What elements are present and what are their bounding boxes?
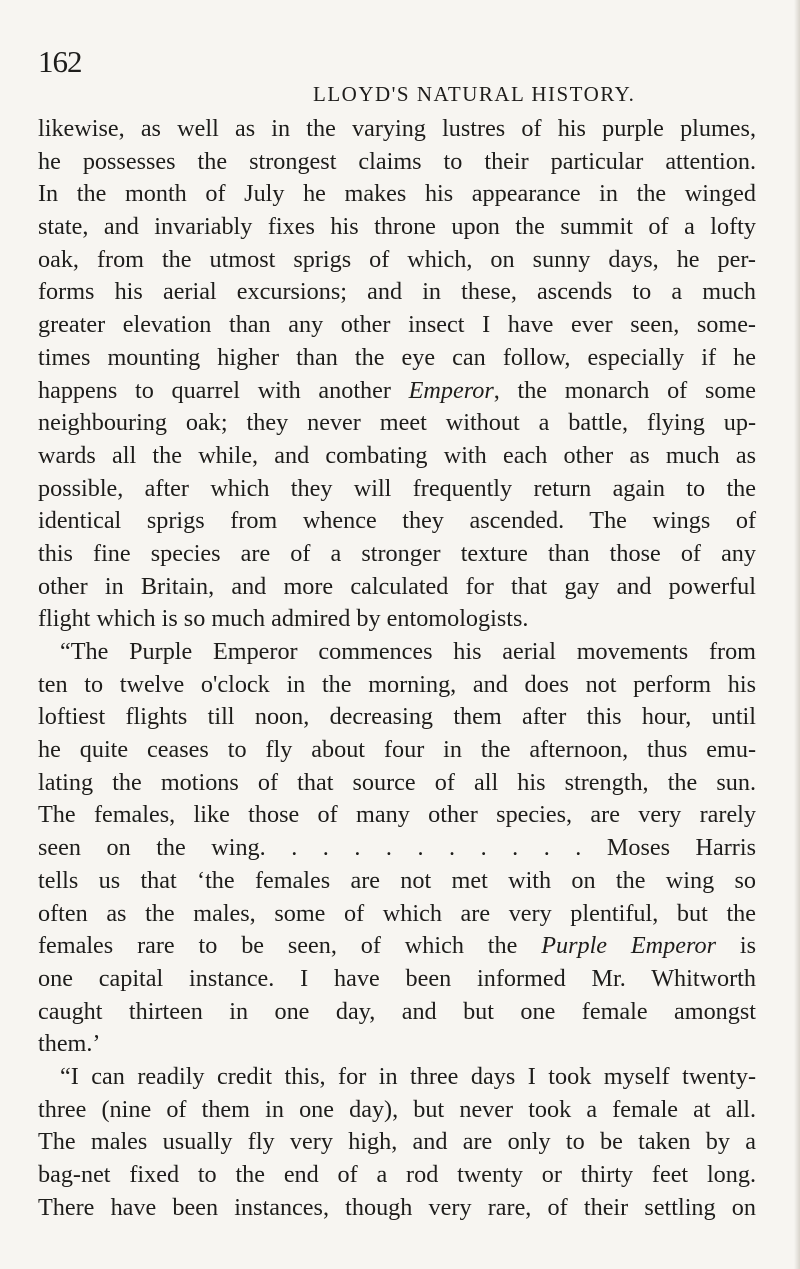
text-line [38, 767, 756, 800]
line-text: flight which is so much admired by entomologists. [38, 605, 529, 633]
line-text: other in Britain, and more calculated for that gay and powerful [38, 572, 756, 600]
line-text: caught thirteen in one day, and but one female amongst [38, 997, 756, 1025]
line-text: There have been instances, though very rare, of their settling on [38, 1193, 756, 1221]
line-text: possible, after which they will frequently return again to the [38, 474, 756, 502]
line-text: lating the motions of that source of all his strength, the sun. [38, 768, 756, 796]
text-line [38, 832, 756, 865]
line-text: them.’ [38, 1030, 101, 1058]
line-text: three (nine of them in one day), but never took a female at all. [38, 1095, 756, 1123]
line-text: greater elevation than any other insect I have ever seen, some- [38, 311, 756, 339]
text-line [38, 636, 756, 669]
page-number: 162 [38, 44, 82, 79]
line-text: bag-net fixed to the end of a rod twenty or thirty feet long. [38, 1161, 756, 1188]
text-line [38, 963, 756, 996]
text-line [38, 1192, 756, 1225]
line-text: tells us that ‘the females are not met with on the wing so [38, 866, 756, 894]
line-text: The males usually fly very high, and are only to be taken by a [38, 1128, 756, 1156]
line-text: neighbouring oak; they never meet without a battle, flying up- [38, 409, 756, 437]
line-text: ten to twelve o'clock in the morning, and does not perform his [38, 670, 756, 698]
line-text: is [716, 932, 756, 960]
body-text [38, 113, 756, 1224]
text-line [38, 701, 756, 734]
line-text: times mounting higher than the eye can follow, especially if he [38, 343, 756, 371]
line-text: one capital instance. I have been informed Mr. Whitworth [38, 964, 756, 992]
text-line [38, 505, 756, 538]
line-text: , the monarch of some [493, 376, 756, 404]
line-text: “I can readily credit this, for in three days I took myself twenty- [60, 1062, 756, 1090]
text-line [38, 276, 756, 309]
text-line [38, 930, 756, 963]
page-edge [794, 0, 800, 1269]
text-line [38, 342, 756, 375]
line-text: he possesses the strongest claims to their particular attention. [38, 147, 756, 175]
line-text: forms his aerial excursions; and in these, ascends to a much [38, 278, 756, 306]
line-text: he quite ceases to fly about four in the afternoon, thus emu- [38, 736, 756, 764]
text-line [38, 440, 756, 473]
text-line [38, 996, 756, 1029]
text-line [38, 734, 756, 767]
line-text: often as the males, some of which are very plentiful, but the [38, 899, 756, 927]
text-line [38, 146, 756, 179]
text-line [38, 473, 756, 506]
italic-text: Emperor [408, 376, 494, 404]
text-line [38, 1061, 756, 1094]
text-line [38, 571, 756, 604]
text-line [38, 375, 756, 408]
line-text: identical sprigs from whence they ascended. The wings of [38, 507, 756, 535]
italic-text: Purple Emperor [541, 932, 716, 960]
text-line [38, 1028, 756, 1061]
line-text: happens to quarrel with another [38, 376, 409, 404]
line-text: wards all the while, and combating with each other as much as [38, 441, 756, 469]
line-text: likewise, as well as in the varying lustres of his purple plumes, [38, 115, 756, 142]
text-line [38, 1159, 756, 1192]
line-text: state, and invariably fixes his throne upon the summit of a lofty [38, 213, 756, 241]
text-line [38, 244, 756, 277]
text-line [38, 1126, 756, 1159]
line-text: seen on the wing. . . . . . . . . . . Moses Harris [38, 834, 756, 862]
text-line [38, 865, 756, 898]
text-line [38, 178, 756, 211]
text-line [38, 211, 756, 244]
text-line [38, 407, 756, 440]
text-line [38, 669, 756, 702]
line-text: The females, like those of many other species, are very rarely [38, 801, 756, 829]
line-text: this fine species are of a stronger texture than those of any [38, 539, 756, 567]
text-line [38, 603, 756, 636]
text-line [38, 309, 756, 342]
line-text: oak, from the utmost sprigs of which, on sunny days, he per- [38, 245, 756, 273]
line-text: “The Purple Emperor commences his aerial movements from [60, 638, 756, 665]
running-head: LLOYD'S NATURAL HISTORY. [313, 82, 636, 106]
text-line [38, 113, 756, 146]
text-line [38, 898, 756, 931]
line-text: females rare to be seen, of which the [38, 932, 542, 960]
text-line [38, 538, 756, 571]
text-line [38, 799, 756, 832]
text-line [38, 1094, 756, 1127]
line-text: In the month of July he makes his appearance in the winged [38, 180, 756, 208]
line-text: loftiest flights till noon, decreasing them after this hour, until [38, 703, 756, 731]
